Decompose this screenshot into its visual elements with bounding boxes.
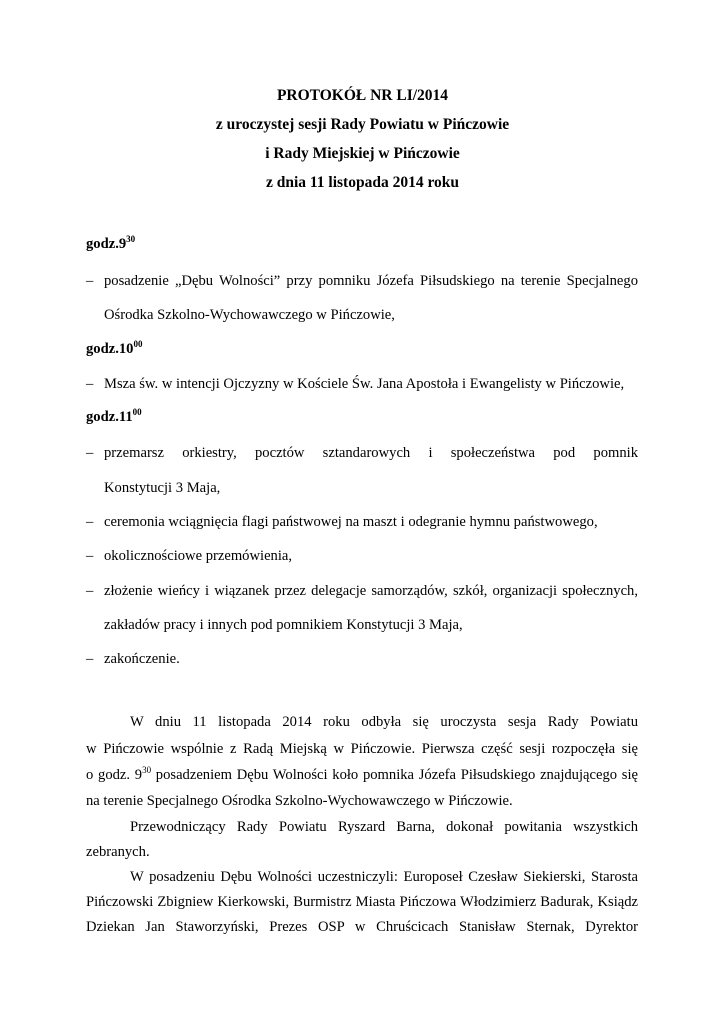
schedule-item-closing: zakończenie.: [104, 651, 180, 667]
schedule-item-speeches: okolicznościowe przemówienia,: [104, 548, 293, 564]
paragraph-3-line-3: Dziekan Jan Staworzyński, Prezes OSP w Chruścicach Stanisław Sternak, Dyrektor: [86, 919, 638, 935]
schedule-item-wreaths-cont: zakładów pracy i innych pod pomnikiem Konstytucji 3 Maja,: [104, 617, 463, 633]
schedule-item-wreaths: złożenie wieńcy i wiązanek przez delegacje samorządów, szkół, organizacji społecznych,: [104, 583, 638, 599]
title-line-council: i Rady Miejskiej w Pińczowie: [265, 145, 460, 162]
schedule-item-flag-ceremony: ceremonia wciągnięcia flagi państwowej na maszt i odegranie hymnu państwowego,: [104, 514, 598, 530]
title-line-session: z uroczystej sesji Rady Powiatu w Pińczowie: [215, 116, 510, 133]
bullet-dash: –: [86, 273, 94, 289]
paragraph-1-time-sup: 30: [142, 765, 152, 775]
title-line-protocol-number: PROTOKÓŁ NR LI/2014: [276, 87, 449, 104]
paragraph-1-line-2: w Pińczowie wspólnie z Radą Miejską w Pińczowie. Pierwsza część sesji rozpoczęła się: [86, 741, 638, 757]
schedule-item-oak-planting: posadzenie „Dębu Wolności” przy pomniku Józefa Piłsudskiego na terenie Specjalnego: [104, 273, 638, 289]
paragraph-3-line-1: W posadzeniu Dębu Wolności uczestniczyli: Europoseł Czesław Siekierski, Starosta: [130, 869, 638, 885]
paragraph-2-line-2: zebranych.: [86, 844, 150, 860]
time-main: godz.11: [86, 409, 133, 425]
bullet-dash: –: [86, 445, 94, 461]
bullet-dash: –: [86, 514, 94, 530]
schedule-item-mass: Msza św. w intencji Ojczyzny w Kościele Św. Jana Apostoła i Ewangelisty w Pińczowie,: [104, 376, 625, 392]
schedule-item-march-cont: Konstytucji 3 Maja,: [104, 480, 221, 496]
bullet-dash: –: [86, 583, 94, 599]
time-sup: 00: [132, 407, 142, 417]
bullet-dash: –: [86, 548, 94, 564]
time-sup: 00: [133, 339, 143, 349]
schedule-time-1000: [86, 340, 142, 358]
paragraph-1-line-3: [86, 766, 638, 784]
schedule-time-930: [86, 235, 135, 253]
paragraph-1-line-1: W dniu 11 listopada 2014 roku odbyła się uroczysta sesja Rady Powiatu: [130, 714, 638, 730]
schedule-item-oak-planting-cont: Ośrodka Szkolno-Wychowawczego w Pińczowie,: [104, 307, 395, 323]
paragraph-1-line-4: na terenie Specjalnego Ośrodka Szkolno-Wychowawczego w Pińczowie.: [86, 793, 513, 809]
bullet-dash: –: [86, 376, 94, 392]
paragraph-1-line-3-rest: posadzeniem Dębu Wolności koło pomnika Józefa Piłsudskiego znajdującego się: [151, 767, 638, 783]
time-main: godz.10: [86, 341, 134, 357]
time-main: godz.9: [86, 236, 127, 252]
paragraph-2-line-1: Przewodniczący Rady Powiatu Ryszard Barna, dokonał powitania wszystkich: [130, 819, 638, 835]
title-line-date: z dnia 11 listopada 2014 roku: [265, 174, 460, 191]
schedule-item-march: przemarsz orkiestry, pocztów sztandarowych i społeczeństwa pod pomnik: [104, 445, 638, 461]
bullet-dash: –: [86, 651, 94, 667]
schedule-time-1100: [86, 408, 142, 426]
paragraph-3-line-2: Pińczowski Zbigniew Kierkowski, Burmistrz Miasta Pińczowa Włodzimierz Badurak, Ksiądz: [86, 894, 638, 910]
paragraph-1-time: o godz. 9: [86, 767, 143, 783]
time-sup: 30: [126, 234, 136, 244]
document-title: [0, 86, 725, 202]
